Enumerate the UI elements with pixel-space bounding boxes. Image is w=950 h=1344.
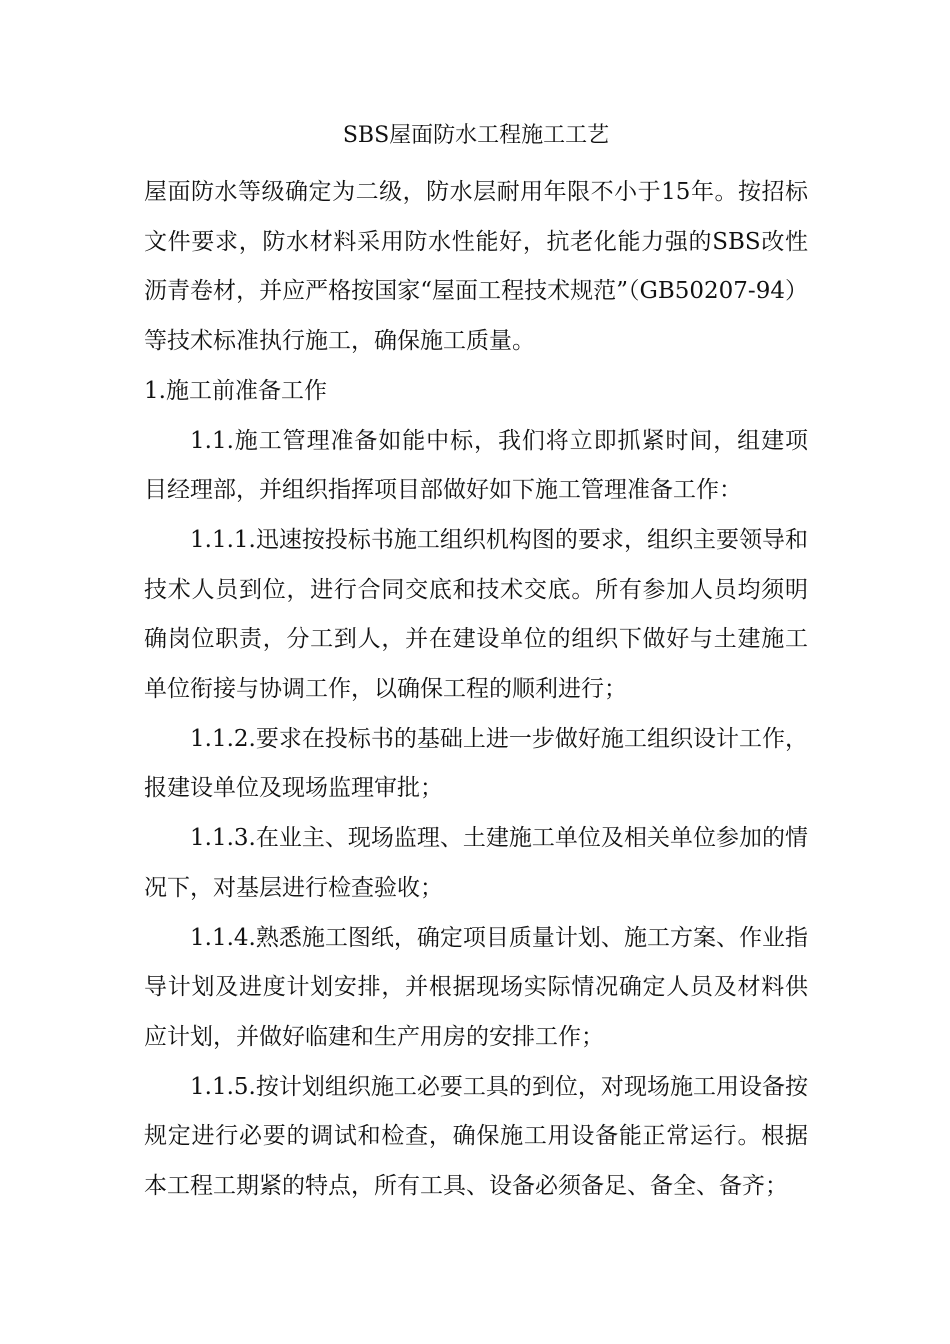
paragraph-1-1: 1.1.施工管理准备如能中标，我们将立即抓紧时间，组建项目经理部，并组织指挥项目部做好如下施工管理准备工作： (144, 427, 808, 504)
paragraph-1-1-1: 1.1.1.迅速按投标书施工组织机构图的要求，组织主要领导和技术人员到位，进行合同交底和技术交底。所有参加人员均须明确岗位职责，分工到人，并在建设单位的组织下做好与土建施工单位衔接与协调工作，以确保工程的顺利进行； (144, 526, 808, 703)
paragraph-1-1-4: 1.1.4.熟悉施工图纸，确定项目质量计划、施工方案、作业指导计划及进度计划安排，并根据现场实际情况确定人员及材料供应计划，并做好临建和生产用房的安排工作； (144, 924, 808, 1050)
document-page (144, 118, 808, 1212)
paragraph-1-1-3: 1.1.3.在业主、现场监理、土建施工单位及相关单位参加的情况下，对基层进行检查验收； (144, 825, 808, 901)
section-heading-1: 1.施工前准备工作 (144, 377, 327, 404)
intro-paragraph: 屋面防水等级确定为二级，防水层耐用年限不小于15年。按招标文件要求，防水材料采用防水性能好，抗老化能力强的SBS改性沥青卷材，并应严格按国家“屋面工程技术规范”（GB50207-94）等技术标准执行施工，确保施工质量。 (144, 179, 808, 355)
paragraph-1-1-2: 1.1.2.要求在投标书的基础上进一步做好施工组织设计工作，报建设单位及现场监理审批； (144, 725, 808, 802)
paragraph-1-1-5: 1.1.5.按计划组织施工必要工具的到位，对现场施工用设备按规定进行必要的调试和检查，确保施工用设备能正常运行。根据本工程工期紧的特点，所有工具、设备必须备足、备全、备齐； (144, 1073, 808, 1200)
document-title: SBS屋面防水工程施工工艺 (342, 123, 610, 148)
